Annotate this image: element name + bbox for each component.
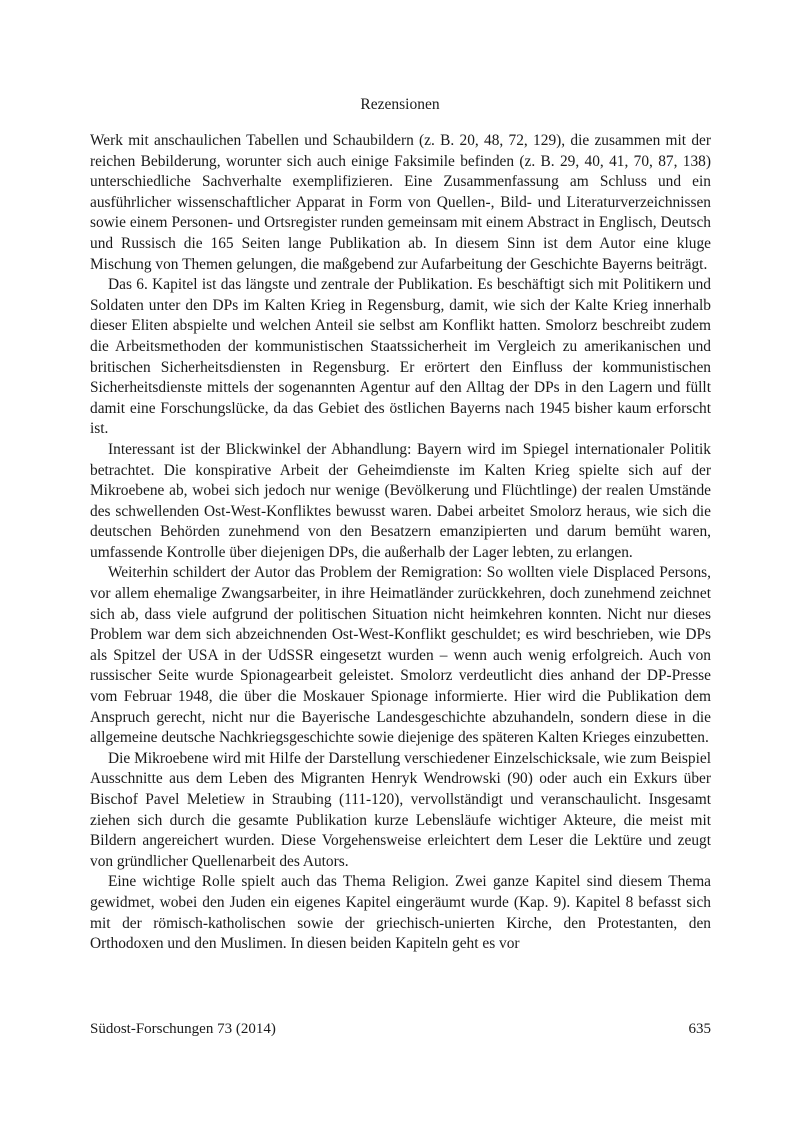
running-head: Rezensionen — [360, 96, 440, 113]
paragraph-4: Weiterhin schildert der Autor das Problem der Remigration: So wollten viele Displaced Persons, vor allem ehemalige Zwangsarbeiter, in ihre Heimatländer zurückkehren, doch zunehmend zeichnet sich ab, dass viele aufgrund der politischen Situation nicht heimkehren konnten. Nicht nur dieses Problem war dem sich abzeichnenden Ost-West-Konflikt geschuldet; es wird beschrieben, wie DPs als Spitzel der USA in der UdSSR eingesetzt wurden – wenn auch wenig erfolgreich. Auch von russischer Seite wurde Spionagearbeit geleistet. Smolorz verdeutlicht dies anhand der DP-Presse vom Februar 1948, die über die Moskauer Spionage informierte. Hier wird die Publikation dem Anspruch gerecht, nicht nur die Bayerische Landesgeschichte abzuhandeln, sondern diese in die allgemeine deutsche Nachkriegsgeschichte sowie diejenige des späteren Kalten Krieges einzubetten. — [90, 564, 711, 747]
article-body — [90, 131, 711, 955]
paragraph-3: Interessant ist der Blickwinkel der Abhandlung: Bayern wird im Spiegel internationaler Politik betrachtet. Die konspirative Arbeit der Geheimdienste im Kalten Krieg spielte sich auf der Mikroebene ab, wobei sich jedoch nur wenige (Bevölkerung und Flüchtlinge) der realen Umstände des schwellenden Ost-West-Konfliktes bewusst waren. Dabei arbeitet Smolorz heraus, wie sich die deutschen Behörden zunehmend von den Besatzern emanzipierten und darum bemüht waren, umfassende Kontrolle über diejenigen DPs, die außerhalb der Lager lebten, zu erlangen. — [90, 440, 711, 561]
paragraph-2: Das 6. Kapitel ist das längste und zentrale der Publikation. Es beschäftigt sich mit Politikern und Soldaten unter den DPs im Kalten Krieg in Regensburg, damit, wie sich der Kalte Krieg innerhalb dieser Eliten abspielte und welchen Anteil sie selbst am Konflikt hatten. Smolorz beschreibt zudem die Arbeitsmethoden der kommunistischen Staatssicherheit im Vergleich zu amerikanischen und britischen Sicherheitsdiensten in Regensburg. Er erörtert den Einfluss der kommunistischen Sicherheitsdienste mittels der sogenannten Agentur auf den Alltag der DPs in den Lagern und füllt damit eine Forschungslücke, da das Gebiet des östlichen Bayerns nach 1945 bisher kaum erforscht ist. — [90, 276, 711, 438]
paragraph-5: Die Mikroebene wird mit Hilfe der Darstellung verschiedener Einzelschicksale, wie zum Beispiel Ausschnitte aus dem Leben des Migranten Henryk Wendrowski (90) oder auch ein Exkurs über Bischof Pavel Meletiew in Straubing (111-120), vervollständigt und veranschaulicht. Insgesamt ziehen sich durch die gesamte Publikation kurze Lebensläufe wichtiger Akteure, die meist mit Bildern angereichert wurden. Diese Vorgehensweise erleichtert dem Leser die Lektüre und zeugt von gründlicher Quellenarbeit des Autors. — [90, 749, 711, 870]
footer-journal-title: Südost-Forschungen 73 (2014) — [90, 1021, 276, 1037]
page-number: 635 — [688, 1021, 711, 1037]
paragraph-6: Eine wichtige Rolle spielt auch das Thema Religion. Zwei ganze Kapitel sind diesem Thema gewidmet, wobei den Juden ein eigenes Kapitel eingeräumt wurde (Kap. 9). Kapitel 8 befasst sich mit der römisch-katholischen sowie der griechisch-unierten Kirche, den Protestanten, den Orthodoxen und den Muslimen. In diesen beiden Kapiteln geht es vor — [90, 873, 711, 953]
paragraph-1: Werk mit anschaulichen Tabellen und Schaubildern (z. B. 20, 48, 72, 129), die zusammen mit der reichen Bebilderung, worunter sich auch einige Faksimile befinden (z. B. 29, 40, 41, 70, 87, 138) unterschiedliche Sachverhalte exemplifizieren. Eine Zusammenfassung am Schluss und ein ausführlicher wissenschaftlicher Apparat in Form von Quellen-, Bild- und Literaturverzeichnissen sowie einem Personen- und Ortsregister runden gemeinsam mit einem Abstract in Englisch, Deutsch und Russisch die 165 Seiten lange Publikation ab. In diesem Sinn ist dem Autor eine kluge Mischung von Themen gelungen, die maßgebend zur Aufarbeitung der Geschichte Bayerns beiträgt. — [90, 132, 711, 273]
